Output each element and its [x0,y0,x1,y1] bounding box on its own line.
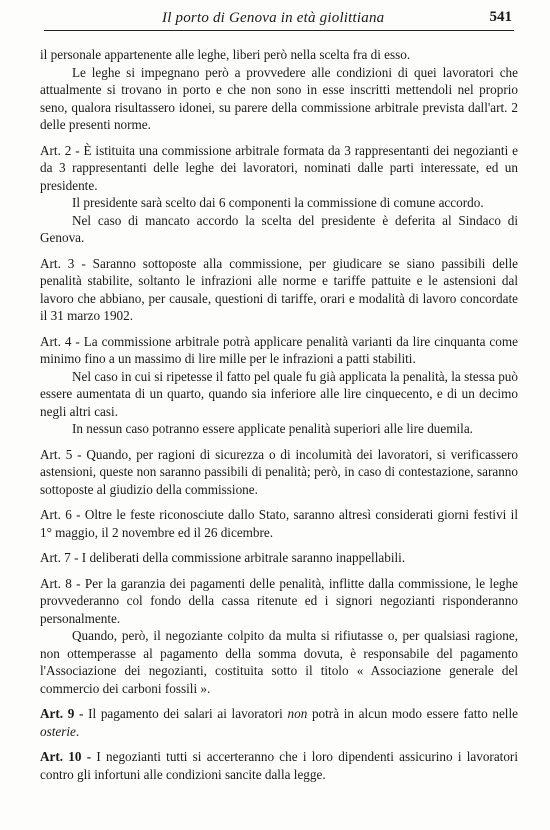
article-2 [40,142,518,195]
paragraph-text: Quando, però, il negoziante colpito da multa si rifiutasse o, per qualsiasi ragione, non ottemperasse al pagamento della somma dovuta, è responsabile del pagamento l'Associazione dei negozianti, costituita sotto il titolo « Associazione generale del commercio dei carboni fossili ». [40,628,518,696]
paragraph-text: I negozianti tutti si accerteranno che i loro dipendenti assicurino i lavoratori contro gli infortuni alle condizioni sancite dalla legge. [40,749,518,782]
emphasis-text: non [287,706,308,721]
paragraph-text: Le leghe si impegnano però a provvedere alle condizioni di quei lavoratori che attualmente si trovano in porto e che non sono in esse inscritti mettendoli nel proprio seno, qualora risultassero idonei, su parere della commissione arbitrale prevista dall'art. 2 delle presenti norme. [40,64,518,132]
paragraph-text: In nessun caso potranno essere applicate penalità superiori alle lire duemila. [72,421,473,436]
article-6 [40,506,518,541]
paragraph-text: Il pagamento dei salari ai lavoratori [83,706,288,721]
page-header [44,8,514,31]
paragraph-text: il personale appartenente alle leghe, liberi però nella scelta fra di esso. [40,47,411,62]
paragraph-text: . [75,723,80,739]
page-body [40,46,518,783]
paragraph [40,420,518,438]
paragraph [40,627,518,697]
paragraph-text: I deliberati della commissione arbitrale saranno inappellabili. [78,550,406,565]
paragraph-text: Saranno sottoposte alla commissione, per giudicare se siano passibili delle penalità stabilite, soltanto le infrazioni alle norme e tariffe pattuite e le astensioni dal lavoro che abbiano, per causale, questioni di tariffe, orari e modalità di lavoro concordate il 31 marzo 1902. [40,255,518,323]
paragraph-text: Per la garanzia dei pagamenti delle penalità, inflitte dalla commissione, le leghe provvederanno col fondo della cassa ritenute ed i signori negozianti risponderanno personalmente. [40,575,518,626]
page-number: 541 [489,9,512,25]
paragraph-text: Il presidente sarà scelto dai 6 componenti la commissione di comune accordo. [72,195,484,210]
article-label: Art. 9 - [40,706,84,721]
article-label: Art. 6 - [40,507,81,522]
emphasis-text: osterie [40,723,76,739]
running-title: Il porto di Genova in età giolittiana [162,10,385,26]
article-4 [40,333,518,368]
paragraph-text: Oltre le feste riconosciute dallo Stato, saranno altresì considerati giorni festivi il 1° maggio, il 2 novembre ed il 26 dicembre. [40,507,518,540]
paragraph [40,64,518,134]
article-7 [40,549,518,567]
article-3 [40,255,518,325]
paragraph [40,212,518,247]
article-label: Art. 7 - [40,550,79,565]
paragraph [40,194,518,212]
article-9 [40,705,518,740]
paragraph-text: Nel caso in cui si ripetesse il fatto pel quale fu già applicata la penalità, la stessa può essere aumentata di un quarto, quando sia inferiore alle lire cinquecento, e di un decimo negli altri casi. [40,368,518,419]
article-5 [40,446,518,499]
paragraph-text: È istituita una commissione arbitrale formata da 3 rappresentanti dei negozianti e da 3 rappresentanti delle leghe dei lavoratori, nominati dalle parti interessate, ed un presidente. [40,142,518,193]
paragraph [40,368,518,421]
article-label: Art. 2 - [40,142,80,158]
paragraph-text: La commissione arbitrale potrà applicare penalità varianti da lire cinquanta come minimo fino a un massimo di lire mille per le infrazioni a patti stabiliti. [40,333,518,366]
paragraph-text: potrà in alcun modo essere fatto nelle [307,706,518,721]
article-label: Art. 3 - [40,255,86,271]
article-8 [40,575,518,628]
article-label: Art. 8 - [40,575,81,591]
article-label: Art. 5 - [40,446,82,462]
paragraph-text: Nel caso di mancato accordo la scelta del presidente è deferita al Sindaco di Genova. [40,212,518,245]
article-label: Art. 10 - [40,749,92,764]
paragraph-text: Quando, per ragioni di sicurezza o di incolumità dei lavoratori, si verificassero astensioni, queste non saranno passibili di penalità; però, in caso di contestazione, saranno sottoposte al giudizio della commissione. [40,446,518,497]
paragraph [40,46,518,64]
article-10 [40,748,518,783]
article-label: Art. 4 - [40,333,80,349]
